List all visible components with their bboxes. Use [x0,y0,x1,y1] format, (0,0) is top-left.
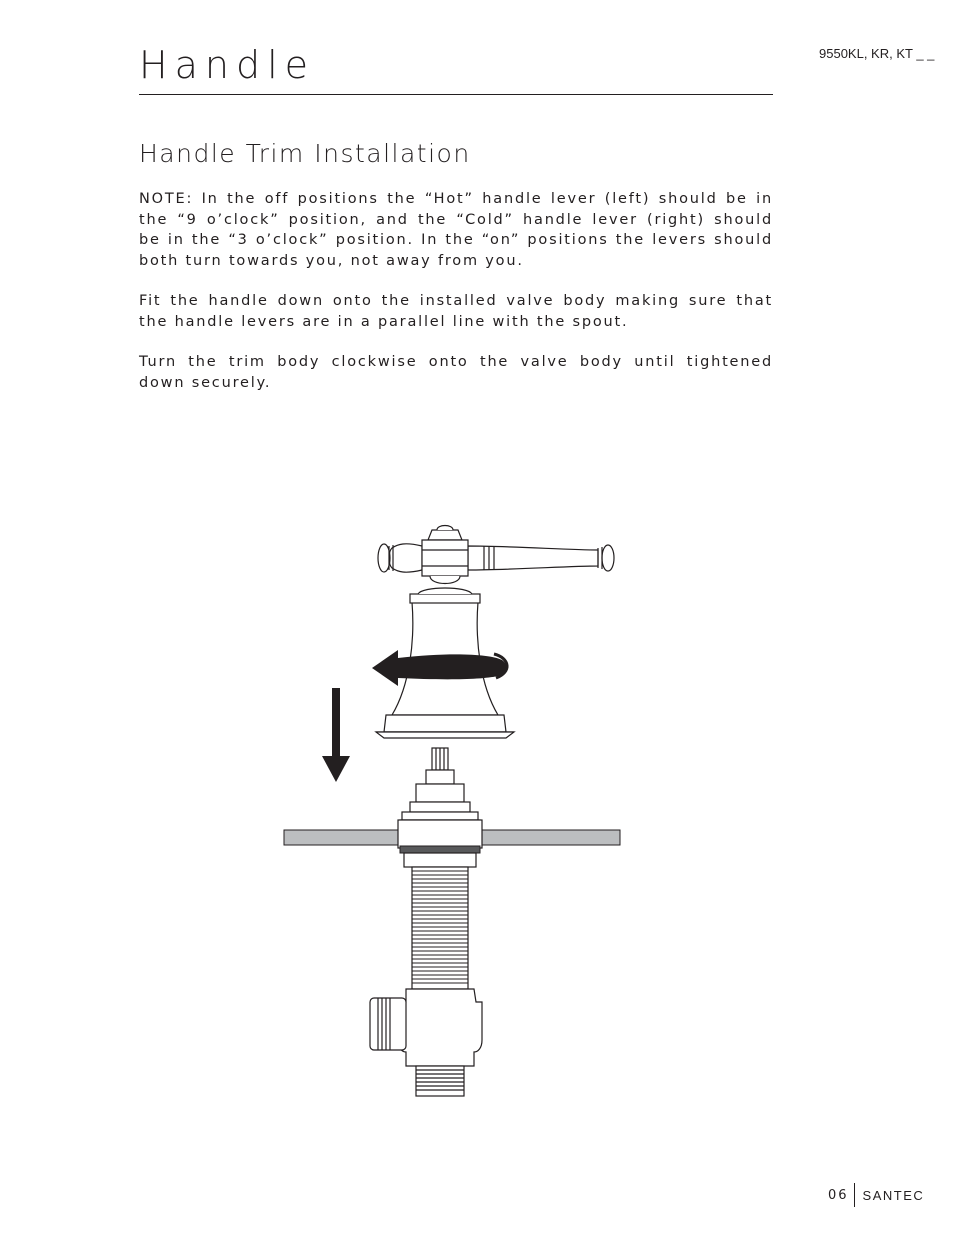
page-number: 06 [828,1187,849,1203]
threaded-shank [412,867,468,989]
turn-trim-paragraph: Turn the trim body clockwise onto the valve body until tightened down securely. [139,354,773,391]
page-footer [828,1183,924,1207]
handle-hub [422,540,468,576]
handle-cap [428,530,462,540]
mounting-washer [400,846,480,853]
fit-handle-paragraph: Fit the handle down onto the installed valve body making sure that the handle levers are in a parallel line with the spout. [139,293,773,330]
valve-body [398,989,482,1066]
page-title: Handle [139,43,316,87]
footer-divider [854,1183,855,1207]
model-number: 9550KL, KR, KT _ _ [819,46,935,61]
brand-name: SANTEC [862,1187,925,1203]
note-paragraph: NOTE: In the off positions the “Hot” handle lever (left) should be in the “9 o’clock” position, and the “Cold” handle lever (right) should be in the “3 o’clock” position. In the “on” positions the levers should both turn towards you, not away from you. [139,191,773,269]
trim-flange [384,715,506,732]
side-outlet [370,998,406,1050]
mounting-nut [404,853,476,867]
down-arrow [322,688,350,782]
cold-lever [468,546,598,570]
hot-lever [389,544,422,572]
title-rule [139,94,773,95]
installation-diagram [270,520,630,1109]
handle-installation-illustration [270,520,630,1105]
section-title: Handle Trim Installation [139,139,471,168]
